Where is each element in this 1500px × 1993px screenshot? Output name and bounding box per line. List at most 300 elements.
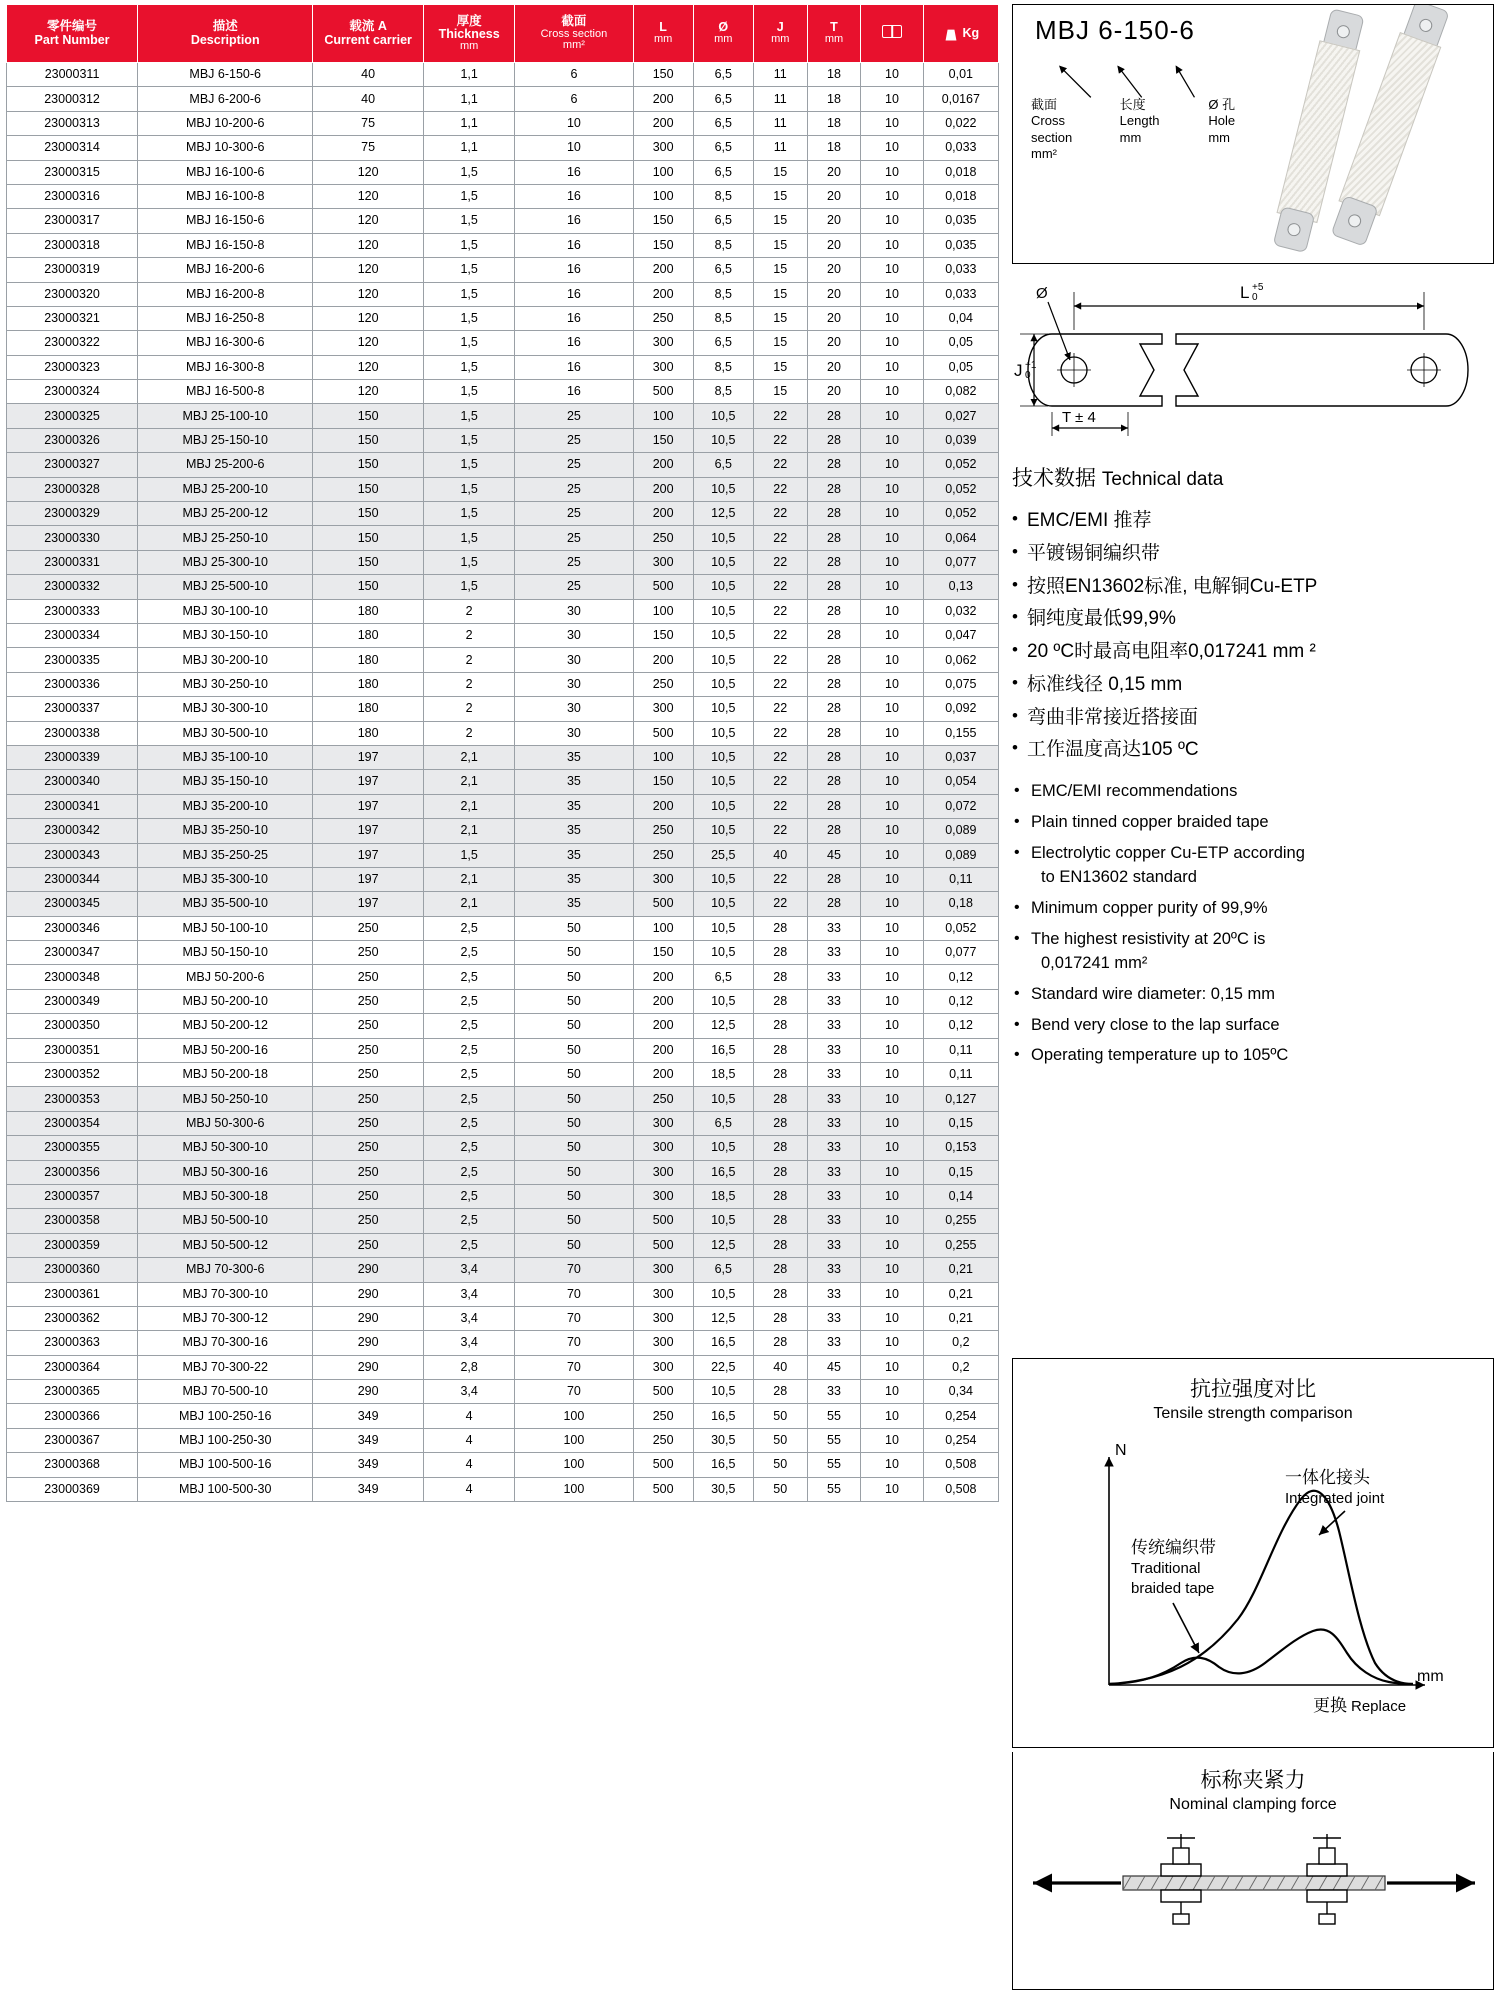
cell-j: 15	[753, 306, 807, 330]
cell-description: MBJ 50-500-10	[138, 1209, 313, 1233]
cell-part-number: 23000366	[7, 1404, 138, 1428]
cell-t: 33	[807, 916, 861, 940]
cell-weight: 0,022	[923, 111, 998, 135]
cell-t: 28	[807, 550, 861, 574]
cell-t: 55	[807, 1477, 861, 1501]
th-current-carrier-cn: 载流 A	[349, 19, 387, 34]
table-row	[7, 1160, 999, 1184]
cell-package: 10	[861, 623, 923, 647]
table-row	[7, 63, 999, 87]
cell-length: 200	[633, 502, 693, 526]
cell-weight: 0,052	[923, 502, 998, 526]
cell-hole-diameter: 6,5	[693, 136, 753, 160]
cell-cross-section: 100	[515, 1404, 633, 1428]
cell-description: MBJ 70-300-6	[138, 1258, 313, 1282]
cell-current-carrier: 150	[313, 502, 424, 526]
cell-current-carrier: 180	[313, 697, 424, 721]
tech-en-item-text: The highest resistivity at 20ºC is	[1031, 929, 1266, 948]
cell-j: 22	[753, 672, 807, 696]
technical-list-en	[1012, 780, 1494, 1068]
cell-j: 11	[753, 111, 807, 135]
callout-hole-cn: Ø 孔	[1208, 97, 1236, 112]
cell-description: MBJ 70-300-16	[138, 1331, 313, 1355]
callout-hole-en: Hole	[1208, 113, 1236, 129]
table-row	[7, 453, 999, 477]
cell-part-number: 23000345	[7, 892, 138, 916]
cell-length: 300	[633, 1160, 693, 1184]
cell-t: 28	[807, 648, 861, 672]
curve-traditional-tape	[1109, 1629, 1413, 1684]
callout-cross-section-cn: 截面	[1031, 97, 1058, 112]
table-row	[7, 233, 999, 257]
cell-j: 11	[753, 63, 807, 87]
table-row	[7, 282, 999, 306]
cell-current-carrier: 349	[313, 1477, 424, 1501]
cell-package: 10	[861, 502, 923, 526]
cell-description: MBJ 50-200-12	[138, 1014, 313, 1038]
cell-cross-section: 25	[515, 477, 633, 501]
cell-hole-diameter: 6,5	[693, 258, 753, 282]
table-row	[7, 87, 999, 111]
cell-package: 10	[861, 1111, 923, 1135]
spec-table-body	[7, 63, 999, 1502]
table-row	[7, 1380, 999, 1404]
technical-data-title	[1012, 462, 1494, 492]
th-t-unit: mm	[824, 33, 844, 46]
cell-current-carrier: 40	[313, 87, 424, 111]
cell-hole-diameter: 12,5	[693, 502, 753, 526]
tech-cn-item: • 弯曲非常接近搭接面	[1012, 703, 1494, 734]
cell-length: 300	[633, 1306, 693, 1330]
cell-description: MBJ 50-300-10	[138, 1136, 313, 1160]
cell-length: 250	[633, 1404, 693, 1428]
cell-thickness: 1,5	[423, 258, 514, 282]
cell-package: 10	[861, 697, 923, 721]
callout-cross-section-en: Cross section	[1031, 113, 1073, 145]
table-row	[7, 1477, 999, 1501]
dim-label-length-minus: 0	[1252, 292, 1258, 303]
cell-weight: 0,508	[923, 1453, 998, 1477]
cell-weight: 0,11	[923, 867, 998, 891]
cell-package: 10	[861, 1233, 923, 1257]
cell-t: 55	[807, 1404, 861, 1428]
cell-package: 10	[861, 1087, 923, 1111]
dimension-drawing	[1012, 276, 1494, 444]
tech-cn-item: • 工作温度高达105 ºC	[1012, 735, 1494, 766]
tensile-title	[1013, 1373, 1493, 1423]
cell-length: 250	[633, 819, 693, 843]
cell-t: 33	[807, 1233, 861, 1257]
cell-package: 10	[861, 745, 923, 769]
cell-thickness: 4	[423, 1428, 514, 1452]
cell-description: MBJ 50-100-10	[138, 916, 313, 940]
cell-thickness: 2	[423, 672, 514, 696]
cell-part-number: 23000315	[7, 160, 138, 184]
cell-description: MBJ 35-150-10	[138, 770, 313, 794]
cell-description: MBJ 16-300-6	[138, 331, 313, 355]
cell-cross-section: 50	[515, 965, 633, 989]
cell-thickness: 1,1	[423, 63, 514, 87]
cell-weight: 0,039	[923, 428, 998, 452]
cell-length: 200	[633, 282, 693, 306]
cell-t: 28	[807, 623, 861, 647]
cell-length: 150	[633, 941, 693, 965]
cell-description: MBJ 16-100-6	[138, 160, 313, 184]
cell-part-number: 23000358	[7, 1209, 138, 1233]
cell-current-carrier: 197	[313, 867, 424, 891]
cell-length: 300	[633, 1184, 693, 1208]
cell-length: 100	[633, 404, 693, 428]
cell-j: 22	[753, 453, 807, 477]
dim-label-length-plus: +5	[1252, 282, 1264, 293]
cell-cross-section: 70	[515, 1331, 633, 1355]
cell-t: 20	[807, 184, 861, 208]
cell-cross-section: 50	[515, 1136, 633, 1160]
cell-t: 20	[807, 233, 861, 257]
cell-t: 33	[807, 1282, 861, 1306]
cell-thickness: 1,5	[423, 453, 514, 477]
cell-hole-diameter: 6,5	[693, 1258, 753, 1282]
cell-length: 150	[633, 233, 693, 257]
cell-package: 10	[861, 1453, 923, 1477]
cell-thickness: 1,5	[423, 404, 514, 428]
callout-cross-section	[1031, 97, 1094, 162]
cell-weight: 0,21	[923, 1282, 998, 1306]
cell-package: 10	[861, 160, 923, 184]
cell-part-number: 23000313	[7, 111, 138, 135]
cell-weight: 0,11	[923, 1038, 998, 1062]
cell-current-carrier: 197	[313, 819, 424, 843]
cell-cross-section: 35	[515, 843, 633, 867]
cell-current-carrier: 250	[313, 1063, 424, 1087]
th-cross-section-cn: 截面	[561, 14, 587, 29]
table-row	[7, 1014, 999, 1038]
cell-part-number: 23000346	[7, 916, 138, 940]
cell-part-number: 23000320	[7, 282, 138, 306]
th-description	[138, 5, 313, 63]
cell-t: 33	[807, 965, 861, 989]
cell-cross-section: 16	[515, 380, 633, 404]
cell-weight: 0,089	[923, 843, 998, 867]
cell-part-number: 23000339	[7, 745, 138, 769]
cell-description: MBJ 16-150-6	[138, 209, 313, 233]
cell-cross-section: 16	[515, 160, 633, 184]
table-row	[7, 575, 999, 599]
cell-weight: 0,01	[923, 63, 998, 87]
table-row	[7, 599, 999, 623]
tensile-chart-svg	[1013, 1423, 1493, 1723]
clamping-force-box	[1012, 1752, 1494, 1990]
th-part-number-cn: 零件编号	[47, 19, 98, 34]
cell-description: MBJ 25-500-10	[138, 575, 313, 599]
cell-hole-diameter: 10,5	[693, 867, 753, 891]
cell-length: 200	[633, 1014, 693, 1038]
cell-description: MBJ 50-300-6	[138, 1111, 313, 1135]
cell-weight: 0,127	[923, 1087, 998, 1111]
clamp-strip	[1123, 1876, 1385, 1890]
cell-description: MBJ 25-200-10	[138, 477, 313, 501]
cell-part-number: 23000353	[7, 1087, 138, 1111]
th-description-cn: 描述	[212, 19, 238, 34]
cell-cross-section: 16	[515, 184, 633, 208]
cell-hole-diameter: 10,5	[693, 819, 753, 843]
cell-description: MBJ 50-300-16	[138, 1160, 313, 1184]
cell-weight: 0,153	[923, 1136, 998, 1160]
cell-thickness: 1,5	[423, 355, 514, 379]
cell-thickness: 3,4	[423, 1258, 514, 1282]
cell-j: 15	[753, 184, 807, 208]
callout-arrows	[1039, 61, 1259, 101]
table-row	[7, 1331, 999, 1355]
table-row	[7, 1087, 999, 1111]
table-row	[7, 1282, 999, 1306]
th-current-carrier-en: Current carrier	[324, 32, 412, 47]
cell-description: MBJ 50-500-12	[138, 1233, 313, 1257]
cell-length: 300	[633, 136, 693, 160]
cell-part-number: 23000340	[7, 770, 138, 794]
cell-cross-section: 70	[515, 1355, 633, 1379]
cell-length: 500	[633, 892, 693, 916]
cell-hole-diameter: 10,5	[693, 526, 753, 550]
cell-part-number: 23000321	[7, 306, 138, 330]
cell-length: 100	[633, 745, 693, 769]
cell-current-carrier: 120	[313, 209, 424, 233]
cell-current-carrier: 180	[313, 648, 424, 672]
cell-part-number: 23000332	[7, 575, 138, 599]
cell-cross-section: 70	[515, 1282, 633, 1306]
cell-weight: 0,054	[923, 770, 998, 794]
cell-part-number: 23000344	[7, 867, 138, 891]
cell-length: 200	[633, 87, 693, 111]
cell-thickness: 1,5	[423, 209, 514, 233]
cell-cross-section: 100	[515, 1453, 633, 1477]
cell-part-number: 23000316	[7, 184, 138, 208]
cell-cross-section: 50	[515, 1111, 633, 1135]
cell-hole-diameter: 10,5	[693, 477, 753, 501]
table-row	[7, 941, 999, 965]
cell-thickness: 2,5	[423, 1038, 514, 1062]
cell-package: 10	[861, 136, 923, 160]
table-row	[7, 1355, 999, 1379]
th-thickness-unit: mm	[459, 39, 479, 52]
cell-package: 10	[861, 258, 923, 282]
cell-length: 100	[633, 599, 693, 623]
cell-package: 10	[861, 989, 923, 1013]
cell-cross-section: 70	[515, 1258, 633, 1282]
cell-package: 10	[861, 1355, 923, 1379]
cell-cross-section: 10	[515, 111, 633, 135]
cell-j: 40	[753, 843, 807, 867]
photo-callouts	[1031, 97, 1271, 162]
cell-t: 18	[807, 63, 861, 87]
cell-current-carrier: 250	[313, 1184, 424, 1208]
cell-current-carrier: 120	[313, 282, 424, 306]
cell-hole-diameter: 10,5	[693, 1136, 753, 1160]
table-row	[7, 1136, 999, 1160]
table-row	[7, 1233, 999, 1257]
cell-current-carrier: 349	[313, 1404, 424, 1428]
cell-thickness: 1,5	[423, 282, 514, 306]
cell-current-carrier: 290	[313, 1282, 424, 1306]
table-row	[7, 184, 999, 208]
cell-j: 50	[753, 1428, 807, 1452]
cell-part-number: 23000343	[7, 843, 138, 867]
product-photo-box	[1012, 4, 1494, 264]
cell-j: 22	[753, 502, 807, 526]
cell-thickness: 2,5	[423, 989, 514, 1013]
cell-length: 500	[633, 1477, 693, 1501]
cell-hole-diameter: 10,5	[693, 672, 753, 696]
cell-current-carrier: 120	[313, 331, 424, 355]
weight-icon	[943, 27, 960, 41]
cell-part-number: 23000363	[7, 1331, 138, 1355]
cell-length: 300	[633, 697, 693, 721]
cell-length: 500	[633, 1209, 693, 1233]
cell-description: MBJ 16-150-8	[138, 233, 313, 257]
tech-en-item	[1012, 842, 1494, 890]
cell-t: 33	[807, 989, 861, 1013]
cell-t: 33	[807, 1087, 861, 1111]
th-thickness	[423, 5, 514, 63]
callout-cross-section-unit: mm²	[1031, 145, 1057, 161]
table-row	[7, 1453, 999, 1477]
cell-weight: 0,11	[923, 1063, 998, 1087]
cell-length: 250	[633, 1428, 693, 1452]
cell-j: 22	[753, 575, 807, 599]
cell-weight: 0,12	[923, 989, 998, 1013]
cell-current-carrier: 250	[313, 941, 424, 965]
cell-current-carrier: 180	[313, 623, 424, 647]
cell-j: 28	[753, 1306, 807, 1330]
cell-hole-diameter: 10,5	[693, 599, 753, 623]
cell-current-carrier: 290	[313, 1331, 424, 1355]
cell-length: 200	[633, 965, 693, 989]
legend-traditional-en2: braided tape	[1131, 1580, 1215, 1597]
cell-t: 33	[807, 1063, 861, 1087]
cell-j: 28	[753, 965, 807, 989]
cell-hole-diameter: 6,5	[693, 63, 753, 87]
cell-hole-diameter: 10,5	[693, 697, 753, 721]
cell-j: 50	[753, 1404, 807, 1428]
cell-weight: 0,15	[923, 1111, 998, 1135]
cell-description: MBJ 35-200-10	[138, 794, 313, 818]
th-j	[753, 5, 807, 63]
cell-thickness: 1,5	[423, 184, 514, 208]
cell-thickness: 2,1	[423, 794, 514, 818]
cell-j: 22	[753, 794, 807, 818]
cell-cross-section: 6	[515, 63, 633, 87]
cell-part-number: 23000369	[7, 1477, 138, 1501]
table-row	[7, 623, 999, 647]
cell-current-carrier: 180	[313, 599, 424, 623]
cell-j: 15	[753, 282, 807, 306]
cell-cross-section: 35	[515, 745, 633, 769]
cell-thickness: 1,5	[423, 428, 514, 452]
table-row	[7, 1306, 999, 1330]
cell-j: 28	[753, 1136, 807, 1160]
cell-part-number: 23000333	[7, 599, 138, 623]
th-thickness-cn: 厚度	[456, 13, 482, 28]
cell-cross-section: 30	[515, 623, 633, 647]
cell-part-number: 23000360	[7, 1258, 138, 1282]
cell-current-carrier: 349	[313, 1428, 424, 1452]
cell-j: 22	[753, 819, 807, 843]
cell-thickness: 2,5	[423, 916, 514, 940]
cell-weight: 0,05	[923, 355, 998, 379]
cell-hole-diameter: 10,5	[693, 941, 753, 965]
cell-current-carrier: 180	[313, 721, 424, 745]
cell-hole-diameter: 10,5	[693, 623, 753, 647]
cell-j: 50	[753, 1477, 807, 1501]
dim-label-j: J	[1014, 361, 1023, 380]
cell-thickness: 1,5	[423, 502, 514, 526]
table-row	[7, 380, 999, 404]
cell-hole-diameter: 6,5	[693, 209, 753, 233]
cell-t: 20	[807, 380, 861, 404]
cell-t: 20	[807, 282, 861, 306]
cell-cross-section: 50	[515, 1184, 633, 1208]
spec-table-head	[7, 5, 999, 63]
cell-weight: 0,092	[923, 697, 998, 721]
legend-integrated-joint-cn: 一体化接头	[1285, 1468, 1370, 1487]
cell-weight: 0,033	[923, 258, 998, 282]
cell-t: 33	[807, 1380, 861, 1404]
cell-t: 28	[807, 599, 861, 623]
cell-package: 10	[861, 965, 923, 989]
cell-j: 15	[753, 355, 807, 379]
cell-hole-diameter: 6,5	[693, 965, 753, 989]
cell-length: 300	[633, 1258, 693, 1282]
cell-part-number: 23000348	[7, 965, 138, 989]
cell-thickness: 2,5	[423, 1063, 514, 1087]
cell-description: MBJ 16-100-8	[138, 184, 313, 208]
table-row	[7, 111, 999, 135]
cell-j: 28	[753, 989, 807, 1013]
cell-part-number: 23000354	[7, 1111, 138, 1135]
table-row	[7, 1428, 999, 1452]
photo-callout-row	[1031, 97, 1271, 162]
cell-t: 28	[807, 697, 861, 721]
tensile-axis-x-label: mm	[1417, 1668, 1444, 1685]
cell-length: 300	[633, 1136, 693, 1160]
cell-length: 250	[633, 672, 693, 696]
cell-weight: 0,032	[923, 599, 998, 623]
table-row	[7, 1111, 999, 1135]
cell-hole-diameter: 10,5	[693, 892, 753, 916]
clamping-force-title-cn: 标称夹紧力	[1200, 1769, 1306, 1792]
cell-current-carrier: 250	[313, 1014, 424, 1038]
callout-length	[1120, 97, 1183, 162]
cell-hole-diameter: 10,5	[693, 575, 753, 599]
cell-package: 10	[861, 721, 923, 745]
cell-weight: 0,508	[923, 1477, 998, 1501]
cell-current-carrier: 120	[313, 184, 424, 208]
cell-package: 10	[861, 282, 923, 306]
tensile-axis-y-label: N	[1115, 1442, 1127, 1459]
cell-length: 300	[633, 1355, 693, 1379]
table-row	[7, 770, 999, 794]
table-row	[7, 721, 999, 745]
cell-description: MBJ 25-150-10	[138, 428, 313, 452]
cell-part-number: 23000329	[7, 502, 138, 526]
cell-current-carrier: 120	[313, 233, 424, 257]
cell-description: MBJ 16-500-8	[138, 380, 313, 404]
cell-t: 28	[807, 867, 861, 891]
cell-length: 200	[633, 648, 693, 672]
callout-length-en: Length	[1119, 113, 1160, 129]
cell-description: MBJ 35-250-25	[138, 843, 313, 867]
tensile-title-en: Tensile strength comparison	[1153, 1405, 1353, 1422]
